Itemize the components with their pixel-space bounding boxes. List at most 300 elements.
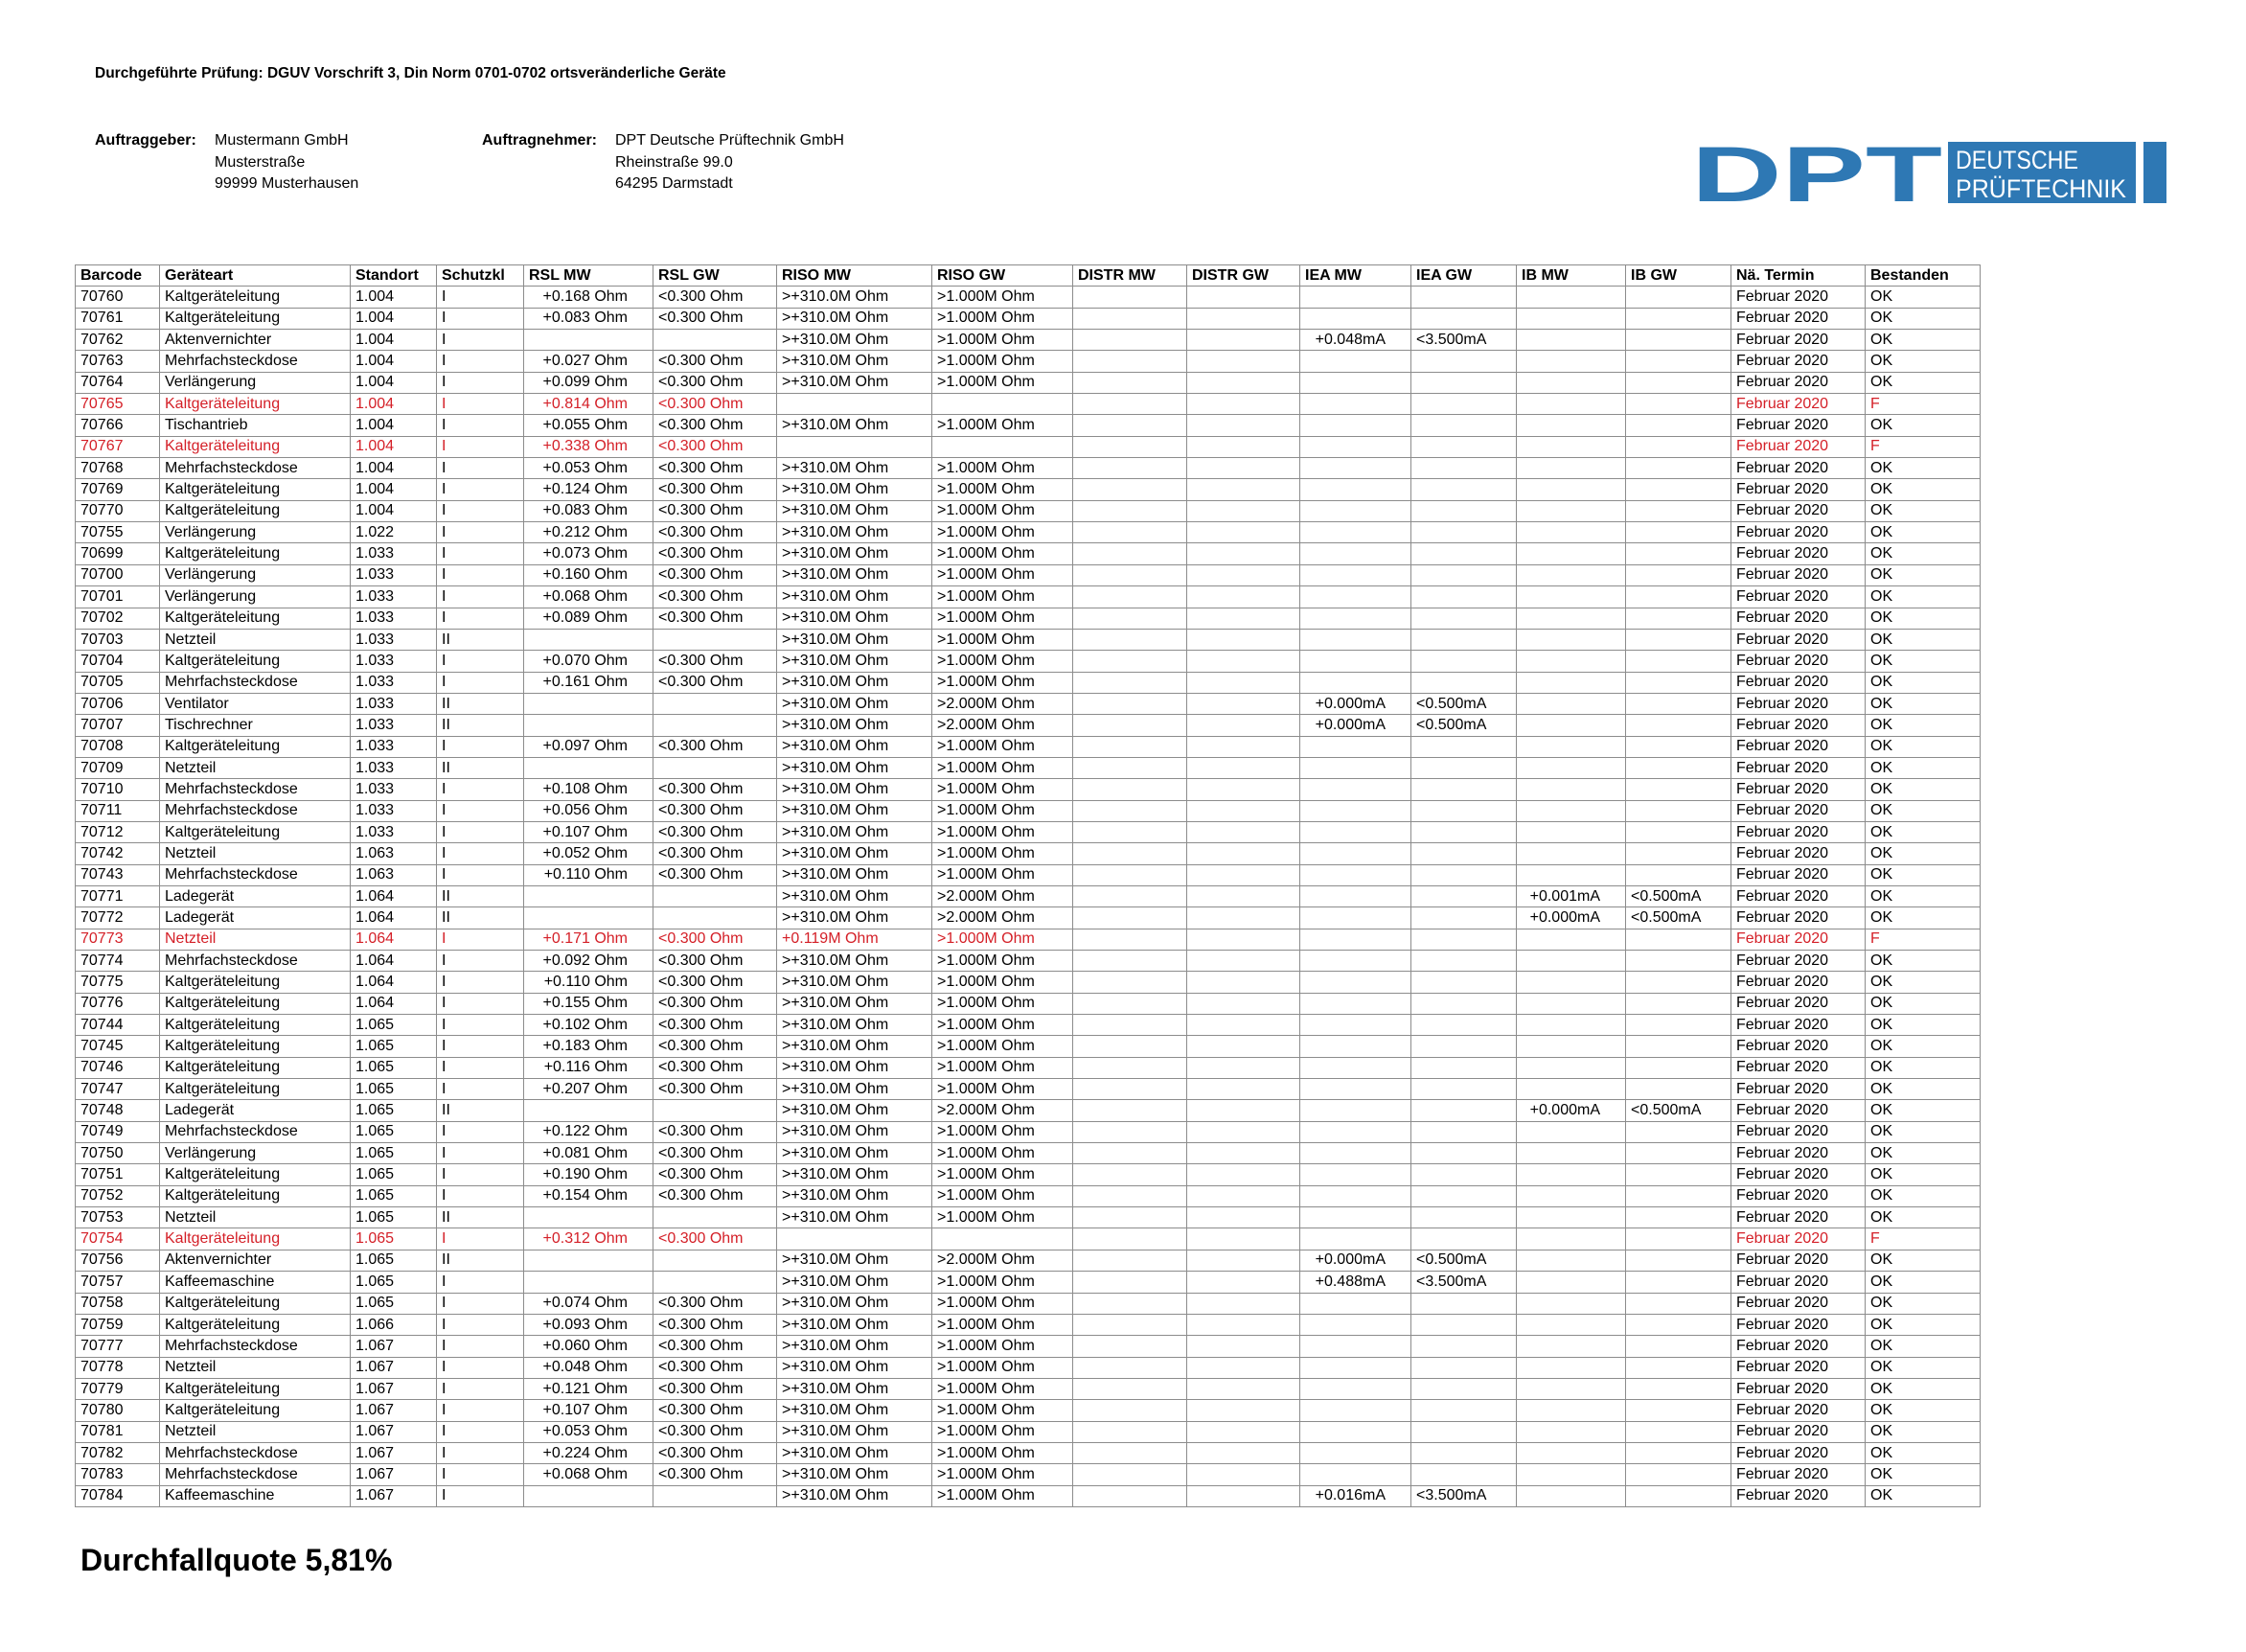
cell-rsl-mw xyxy=(524,1207,653,1228)
cell-barcode: 70763 xyxy=(76,351,160,372)
cell-rsl-mw: +0.083 Ohm xyxy=(524,308,653,329)
table-row xyxy=(76,1293,1981,1314)
cell-next-date: Februar 2020 xyxy=(1731,479,1866,500)
cell-protection-class: II xyxy=(437,907,524,929)
cell-device-type: Netzteil xyxy=(160,929,351,950)
cell-iea-mw xyxy=(1300,672,1411,693)
cell-riso-gw: >1.000M Ohm xyxy=(932,1442,1073,1463)
cell-riso-gw: >1.000M Ohm xyxy=(932,608,1073,629)
cell-ib-mw: +0.001mA xyxy=(1517,885,1626,906)
cell-ib-gw xyxy=(1626,651,1731,672)
cell-location: 1.004 xyxy=(351,330,437,351)
cell-iea-mw xyxy=(1300,522,1411,543)
cell-iea-gw: <0.500mA xyxy=(1411,693,1517,714)
cell-device-type: Kaltgeräteleitung xyxy=(160,1293,351,1314)
cell-next-date: Februar 2020 xyxy=(1731,672,1866,693)
cell-barcode: 70756 xyxy=(76,1250,160,1271)
cell-location: 1.033 xyxy=(351,608,437,629)
table-row xyxy=(76,1314,1981,1335)
logo-bar xyxy=(2143,142,2166,203)
cell-distr-mw xyxy=(1073,885,1187,906)
cell-protection-class: I xyxy=(437,608,524,629)
cell-location: 1.064 xyxy=(351,907,437,929)
table-row xyxy=(76,330,1981,351)
cell-device-type: Mehrfachsteckdose xyxy=(160,800,351,821)
cell-riso-mw: >+310.0M Ohm xyxy=(777,543,932,564)
cell-device-type: Netzteil xyxy=(160,843,351,864)
cell-device-type: Kaltgeräteleitung xyxy=(160,1314,351,1335)
cell-rsl-gw: <0.300 Ohm xyxy=(653,586,777,608)
cell-riso-mw: >+310.0M Ohm xyxy=(777,736,932,757)
cell-riso-gw: >1.000M Ohm xyxy=(932,479,1073,500)
cell-riso-gw: >1.000M Ohm xyxy=(932,543,1073,564)
cell-distr-mw xyxy=(1073,1228,1187,1250)
cell-barcode: 70761 xyxy=(76,308,160,329)
cell-rsl-gw xyxy=(653,330,777,351)
cell-location: 1.064 xyxy=(351,972,437,993)
cell-passed: OK xyxy=(1866,1250,1981,1271)
cell-device-type: Kaltgeräteleitung xyxy=(160,1079,351,1100)
cell-distr-gw xyxy=(1187,586,1300,608)
cell-distr-mw xyxy=(1073,1015,1187,1036)
table-row xyxy=(76,672,1981,693)
cell-riso-mw: >+310.0M Ohm xyxy=(777,1036,932,1057)
cell-iea-gw xyxy=(1411,1421,1517,1442)
cell-ib-gw xyxy=(1626,394,1731,415)
cell-rsl-mw: +0.052 Ohm xyxy=(524,843,653,864)
cell-ib-gw xyxy=(1626,1485,1731,1506)
cell-location: 1.064 xyxy=(351,929,437,950)
cell-riso-mw: >+310.0M Ohm xyxy=(777,1015,932,1036)
cell-ib-mw xyxy=(1517,1250,1626,1271)
cell-next-date: Februar 2020 xyxy=(1731,843,1866,864)
cell-iea-mw xyxy=(1300,608,1411,629)
cell-ib-gw xyxy=(1626,843,1731,864)
cell-location: 1.065 xyxy=(351,1036,437,1057)
cell-riso-mw: >+310.0M Ohm xyxy=(777,330,932,351)
cell-iea-mw xyxy=(1300,1143,1411,1164)
cell-passed: F xyxy=(1866,436,1981,457)
cell-rsl-mw: +0.110 Ohm xyxy=(524,864,653,885)
cell-ib-gw xyxy=(1626,736,1731,757)
cell-protection-class: II xyxy=(437,885,524,906)
cell-next-date: Februar 2020 xyxy=(1731,651,1866,672)
cell-protection-class: I xyxy=(437,993,524,1014)
cell-device-type: Kaltgeräteleitung xyxy=(160,1057,351,1078)
table-row xyxy=(76,972,1981,993)
table-row xyxy=(76,1164,1981,1185)
cell-distr-mw xyxy=(1073,1336,1187,1357)
cell-riso-gw xyxy=(932,436,1073,457)
cell-location: 1.066 xyxy=(351,1314,437,1335)
cell-next-date: Februar 2020 xyxy=(1731,1485,1866,1506)
cell-distr-gw xyxy=(1187,1314,1300,1335)
cell-ib-gw xyxy=(1626,1036,1731,1057)
cell-riso-gw: >1.000M Ohm xyxy=(932,564,1073,585)
cell-ib-mw xyxy=(1517,1293,1626,1314)
cell-location: 1.004 xyxy=(351,287,437,308)
cell-protection-class: I xyxy=(437,500,524,521)
table-row xyxy=(76,929,1981,950)
cell-distr-mw xyxy=(1073,993,1187,1014)
cell-iea-mw xyxy=(1300,586,1411,608)
cell-riso-gw: >1.000M Ohm xyxy=(932,864,1073,885)
cell-device-type: Mehrfachsteckdose xyxy=(160,864,351,885)
cell-location: 1.065 xyxy=(351,1057,437,1078)
cell-device-type: Tischrechner xyxy=(160,715,351,736)
cell-ib-mw xyxy=(1517,736,1626,757)
cell-rsl-mw: +0.154 Ohm xyxy=(524,1185,653,1206)
cell-distr-gw xyxy=(1187,287,1300,308)
cell-distr-gw xyxy=(1187,929,1300,950)
cell-device-type: Netzteil xyxy=(160,1421,351,1442)
cell-passed: OK xyxy=(1866,1164,1981,1185)
cell-iea-gw: <0.500mA xyxy=(1411,715,1517,736)
cell-device-type: Aktenvernichter xyxy=(160,1250,351,1271)
cell-iea-mw xyxy=(1300,543,1411,564)
cell-ib-mw xyxy=(1517,1421,1626,1442)
cell-device-type: Kaltgeräteleitung xyxy=(160,1015,351,1036)
cell-rsl-gw: <0.300 Ohm xyxy=(653,1442,777,1463)
cell-riso-mw: >+310.0M Ohm xyxy=(777,564,932,585)
cell-iea-gw: <0.500mA xyxy=(1411,1250,1517,1271)
cell-device-type: Kaffeemaschine xyxy=(160,1272,351,1293)
cell-barcode: 70765 xyxy=(76,394,160,415)
cell-riso-gw: >1.000M Ohm xyxy=(932,522,1073,543)
col-ib-gw: IB GW xyxy=(1626,265,1731,287)
cell-passed: OK xyxy=(1866,287,1981,308)
cell-next-date: Februar 2020 xyxy=(1731,993,1866,1014)
cell-passed: OK xyxy=(1866,415,1981,436)
cell-riso-gw: >1.000M Ohm xyxy=(932,1336,1073,1357)
cell-location: 1.067 xyxy=(351,1336,437,1357)
cell-riso-gw: >1.000M Ohm xyxy=(932,629,1073,650)
cell-rsl-gw: <0.300 Ohm xyxy=(653,1400,777,1421)
cell-protection-class: I xyxy=(437,330,524,351)
cell-barcode: 70742 xyxy=(76,843,160,864)
cell-passed: OK xyxy=(1866,1100,1981,1121)
cell-protection-class: I xyxy=(437,843,524,864)
cell-device-type: Kaltgeräteleitung xyxy=(160,479,351,500)
cell-riso-mw: >+310.0M Ohm xyxy=(777,1442,932,1463)
cell-rsl-mw: +0.027 Ohm xyxy=(524,351,653,372)
cell-rsl-gw: <0.300 Ohm xyxy=(653,394,777,415)
cell-riso-mw xyxy=(777,1228,932,1250)
cell-rsl-mw xyxy=(524,1272,653,1293)
cell-protection-class: I xyxy=(437,1378,524,1399)
cell-barcode: 70747 xyxy=(76,1079,160,1100)
client-name: Mustermann GmbH xyxy=(215,132,349,149)
cell-iea-mw: +0.488mA xyxy=(1300,1272,1411,1293)
cell-rsl-mw: +0.070 Ohm xyxy=(524,651,653,672)
cell-next-date: Februar 2020 xyxy=(1731,564,1866,585)
cell-rsl-gw: <0.300 Ohm xyxy=(653,843,777,864)
cell-rsl-gw: <0.300 Ohm xyxy=(653,351,777,372)
cell-distr-gw xyxy=(1187,608,1300,629)
cell-riso-mw: >+310.0M Ohm xyxy=(777,951,932,972)
cell-riso-mw: >+310.0M Ohm xyxy=(777,1164,932,1185)
cell-device-type: Ladegerät xyxy=(160,1100,351,1121)
cell-rsl-mw: +0.093 Ohm xyxy=(524,1314,653,1335)
cell-ib-mw xyxy=(1517,394,1626,415)
cell-next-date: Februar 2020 xyxy=(1731,522,1866,543)
cell-distr-gw xyxy=(1187,1164,1300,1185)
cell-riso-gw: >1.000M Ohm xyxy=(932,1207,1073,1228)
cell-distr-mw xyxy=(1073,1185,1187,1206)
cell-passed: OK xyxy=(1866,351,1981,372)
cell-location: 1.065 xyxy=(351,1164,437,1185)
cell-riso-gw: >1.000M Ohm xyxy=(932,651,1073,672)
cell-iea-mw xyxy=(1300,1121,1411,1142)
cell-device-type: Kaltgeräteleitung xyxy=(160,651,351,672)
cell-iea-gw xyxy=(1411,779,1517,800)
cell-iea-mw xyxy=(1300,736,1411,757)
cell-protection-class: I xyxy=(437,951,524,972)
cell-barcode: 70755 xyxy=(76,522,160,543)
cell-iea-mw xyxy=(1300,1036,1411,1057)
cell-rsl-mw: +0.053 Ohm xyxy=(524,1421,653,1442)
cell-next-date: Februar 2020 xyxy=(1731,1357,1866,1378)
cell-riso-mw: >+310.0M Ohm xyxy=(777,651,932,672)
cell-passed: OK xyxy=(1866,608,1981,629)
cell-iea-mw xyxy=(1300,779,1411,800)
cell-device-type: Ventilator xyxy=(160,693,351,714)
cell-distr-mw xyxy=(1073,864,1187,885)
cell-rsl-gw: <0.300 Ohm xyxy=(653,564,777,585)
cell-device-type: Verlängerung xyxy=(160,564,351,585)
cell-passed: OK xyxy=(1866,500,1981,521)
cell-iea-gw xyxy=(1411,500,1517,521)
cell-riso-mw: >+310.0M Ohm xyxy=(777,843,932,864)
cell-distr-gw xyxy=(1187,308,1300,329)
cell-distr-gw xyxy=(1187,993,1300,1014)
table-row xyxy=(76,1100,1981,1121)
cell-barcode: 70782 xyxy=(76,1442,160,1463)
cell-distr-mw xyxy=(1073,479,1187,500)
cell-barcode: 70700 xyxy=(76,564,160,585)
table-row xyxy=(76,1015,1981,1036)
cell-iea-gw xyxy=(1411,1228,1517,1250)
cell-iea-gw xyxy=(1411,564,1517,585)
cell-distr-mw xyxy=(1073,951,1187,972)
cell-riso-mw: >+310.0M Ohm xyxy=(777,821,932,842)
cell-distr-gw xyxy=(1187,907,1300,929)
cell-rsl-mw xyxy=(524,1100,653,1121)
cell-next-date: Februar 2020 xyxy=(1731,929,1866,950)
table-row xyxy=(76,1272,1981,1293)
cell-next-date: Februar 2020 xyxy=(1731,1272,1866,1293)
cell-iea-gw xyxy=(1411,651,1517,672)
cell-ib-mw xyxy=(1517,458,1626,479)
cell-location: 1.065 xyxy=(351,1207,437,1228)
cell-distr-gw xyxy=(1187,1293,1300,1314)
cell-rsl-gw: <0.300 Ohm xyxy=(653,951,777,972)
cell-distr-mw xyxy=(1073,929,1187,950)
cell-ib-gw xyxy=(1626,308,1731,329)
cell-iea-gw xyxy=(1411,543,1517,564)
cell-passed: OK xyxy=(1866,1400,1981,1421)
cell-location: 1.064 xyxy=(351,885,437,906)
cell-passed: OK xyxy=(1866,586,1981,608)
cell-device-type: Tischantrieb xyxy=(160,415,351,436)
cell-protection-class: I xyxy=(437,1121,524,1142)
cell-rsl-gw: <0.300 Ohm xyxy=(653,543,777,564)
cell-ib-gw xyxy=(1626,1314,1731,1335)
table-row xyxy=(76,821,1981,842)
cell-ib-mw xyxy=(1517,1314,1626,1335)
cell-protection-class: I xyxy=(437,1400,524,1421)
cell-ib-mw xyxy=(1517,800,1626,821)
cell-iea-mw xyxy=(1300,1400,1411,1421)
cell-iea-mw xyxy=(1300,907,1411,929)
cell-barcode: 70772 xyxy=(76,907,160,929)
cell-distr-mw xyxy=(1073,1272,1187,1293)
table-row xyxy=(76,1121,1981,1142)
cell-distr-gw xyxy=(1187,821,1300,842)
cell-ib-mw xyxy=(1517,1207,1626,1228)
cell-location: 1.033 xyxy=(351,715,437,736)
cell-ib-gw xyxy=(1626,1272,1731,1293)
cell-barcode: 70705 xyxy=(76,672,160,693)
cell-distr-gw xyxy=(1187,394,1300,415)
cell-iea-gw xyxy=(1411,821,1517,842)
cell-rsl-mw xyxy=(524,885,653,906)
cell-distr-gw xyxy=(1187,1421,1300,1442)
cell-ib-gw xyxy=(1626,1293,1731,1314)
cell-riso-gw: >1.000M Ohm xyxy=(932,1164,1073,1185)
cell-device-type: Kaltgeräteleitung xyxy=(160,1400,351,1421)
cell-rsl-mw: +0.155 Ohm xyxy=(524,993,653,1014)
cell-riso-mw: >+310.0M Ohm xyxy=(777,458,932,479)
cell-iea-gw xyxy=(1411,1400,1517,1421)
cell-riso-mw xyxy=(777,436,932,457)
cell-barcode: 70781 xyxy=(76,1421,160,1442)
cell-device-type: Mehrfachsteckdose xyxy=(160,351,351,372)
test-results-table xyxy=(75,264,1981,1507)
cell-iea-gw xyxy=(1411,972,1517,993)
cell-rsl-gw: <0.300 Ohm xyxy=(653,1121,777,1142)
cell-device-type: Kaltgeräteleitung xyxy=(160,736,351,757)
cell-iea-mw: +0.016mA xyxy=(1300,1485,1411,1506)
cell-iea-gw xyxy=(1411,885,1517,906)
cell-distr-gw xyxy=(1187,522,1300,543)
cell-riso-gw: >1.000M Ohm xyxy=(932,1057,1073,1078)
cell-barcode: 70773 xyxy=(76,929,160,950)
cell-next-date: Februar 2020 xyxy=(1731,907,1866,929)
cell-barcode: 70710 xyxy=(76,779,160,800)
cell-protection-class: I xyxy=(437,479,524,500)
table-row xyxy=(76,543,1981,564)
cell-iea-gw xyxy=(1411,1143,1517,1164)
cell-passed: OK xyxy=(1866,458,1981,479)
client-street: Musterstraße xyxy=(215,153,306,171)
cell-next-date: Februar 2020 xyxy=(1731,1015,1866,1036)
cell-passed: OK xyxy=(1866,951,1981,972)
cell-distr-gw xyxy=(1187,415,1300,436)
cell-barcode: 70703 xyxy=(76,629,160,650)
cell-riso-gw: >1.000M Ohm xyxy=(932,458,1073,479)
cell-location: 1.033 xyxy=(351,736,437,757)
cell-barcode: 70768 xyxy=(76,458,160,479)
cell-rsl-mw: +0.122 Ohm xyxy=(524,1121,653,1142)
cell-passed: OK xyxy=(1866,1421,1981,1442)
cell-iea-gw xyxy=(1411,736,1517,757)
cell-ib-mw xyxy=(1517,951,1626,972)
client-label: Auftraggeber: xyxy=(95,132,196,149)
cell-location: 1.067 xyxy=(351,1400,437,1421)
cell-distr-gw xyxy=(1187,1121,1300,1142)
cell-ib-mw xyxy=(1517,308,1626,329)
cell-riso-mw: +0.119M Ohm xyxy=(777,929,932,950)
cell-location: 1.065 xyxy=(351,1228,437,1250)
cell-rsl-gw xyxy=(653,693,777,714)
cell-barcode: 70762 xyxy=(76,330,160,351)
cell-passed: OK xyxy=(1866,821,1981,842)
cell-rsl-gw: <0.300 Ohm xyxy=(653,1357,777,1378)
failure-rate: Durchfallquote 5,81% xyxy=(80,1543,393,1577)
cell-ib-gw xyxy=(1626,1164,1731,1185)
cell-iea-gw xyxy=(1411,672,1517,693)
cell-device-type: Verlängerung xyxy=(160,522,351,543)
cell-iea-mw xyxy=(1300,1100,1411,1121)
cell-location: 1.033 xyxy=(351,757,437,778)
cell-passed: OK xyxy=(1866,1378,1981,1399)
table-header-row xyxy=(76,265,1981,287)
cell-next-date: Februar 2020 xyxy=(1731,372,1866,393)
cell-ib-mw xyxy=(1517,1036,1626,1057)
cell-riso-mw: >+310.0M Ohm xyxy=(777,1121,932,1142)
cell-distr-mw xyxy=(1073,1378,1187,1399)
cell-rsl-mw: +0.083 Ohm xyxy=(524,500,653,521)
cell-protection-class: I xyxy=(437,543,524,564)
cell-barcode: 70699 xyxy=(76,543,160,564)
col-ib-mw: IB MW xyxy=(1517,265,1626,287)
cell-riso-gw: >2.000M Ohm xyxy=(932,907,1073,929)
cell-protection-class: I xyxy=(437,1442,524,1463)
cell-device-type: Kaltgeräteleitung xyxy=(160,394,351,415)
cell-next-date: Februar 2020 xyxy=(1731,1057,1866,1078)
cell-distr-mw xyxy=(1073,1143,1187,1164)
cell-rsl-gw: <0.300 Ohm xyxy=(653,1015,777,1036)
cell-ib-gw xyxy=(1626,543,1731,564)
cell-protection-class: I xyxy=(437,651,524,672)
cell-device-type: Mehrfachsteckdose xyxy=(160,1121,351,1142)
cell-passed: OK xyxy=(1866,1357,1981,1378)
cell-ib-mw xyxy=(1517,1357,1626,1378)
cell-distr-mw xyxy=(1073,458,1187,479)
cell-barcode: 70749 xyxy=(76,1121,160,1142)
cell-riso-mw: >+310.0M Ohm xyxy=(777,1400,932,1421)
cell-ib-gw xyxy=(1626,415,1731,436)
cell-rsl-gw: <0.300 Ohm xyxy=(653,415,777,436)
cell-iea-mw xyxy=(1300,1421,1411,1442)
cell-ib-mw xyxy=(1517,1400,1626,1421)
cell-next-date: Februar 2020 xyxy=(1731,1185,1866,1206)
cell-device-type: Netzteil xyxy=(160,757,351,778)
cell-barcode: 70764 xyxy=(76,372,160,393)
cell-next-date: Februar 2020 xyxy=(1731,972,1866,993)
cell-riso-mw: >+310.0M Ohm xyxy=(777,1464,932,1485)
cell-next-date: Februar 2020 xyxy=(1731,1228,1866,1250)
cell-iea-gw xyxy=(1411,1207,1517,1228)
cell-next-date: Februar 2020 xyxy=(1731,951,1866,972)
cell-iea-gw: <3.500mA xyxy=(1411,330,1517,351)
cell-ib-mw xyxy=(1517,372,1626,393)
cell-ib-gw: <0.500mA xyxy=(1626,885,1731,906)
cell-passed: OK xyxy=(1866,543,1981,564)
cell-device-type: Mehrfachsteckdose xyxy=(160,1442,351,1463)
cell-iea-gw xyxy=(1411,458,1517,479)
